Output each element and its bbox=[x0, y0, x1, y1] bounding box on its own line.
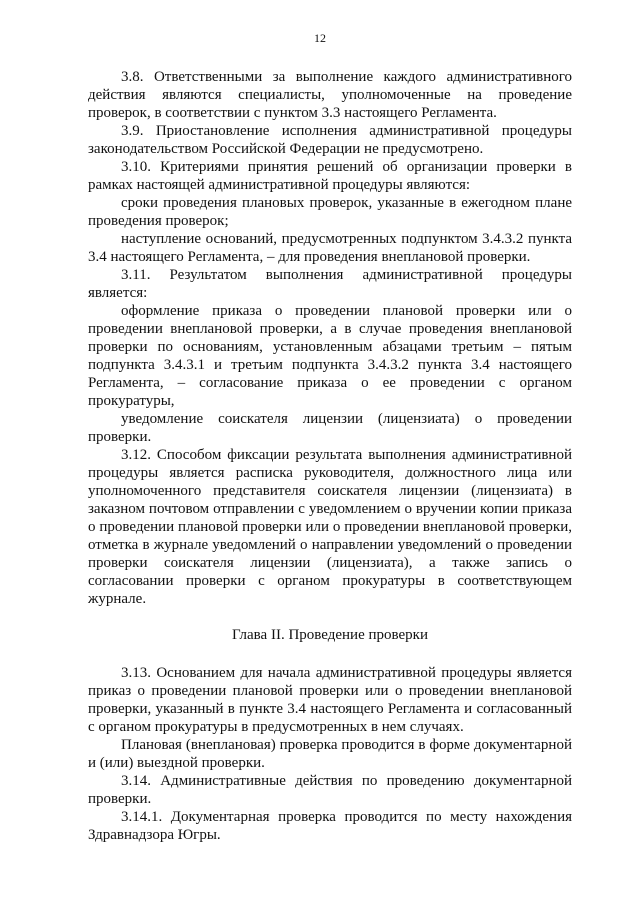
chapter-title: Глава II. Проведение проверки bbox=[231, 627, 428, 643]
paragraph-3-10-item-1: сроки проведения плановых проверок, указанные в ежегодном плане проведения проверок; bbox=[88, 195, 572, 229]
paragraph-3-14-1: 3.14.1. Документарная проверка проводится по месту нахождения Здравнадзора Югры. bbox=[88, 809, 572, 843]
paragraph-3-12: 3.12. Способом фиксации результата выполнения административной процедуры является расписка руководителя, должностного лица или уполномоченного представителя соискателя лицензии (лицензиата) в заказном почтовом отправлении с уведомлением о вручении копии приказа о проведении плановой проверки или о проведении внеплановой проверки, отметка в журнале уведомлений о направлении уведомлений о проведении проверки соискателя лицензии (лицензиата), а также запись о согласовании проверки с органом прокуратуры в соответствующем журнале. bbox=[88, 447, 572, 607]
paragraph-3-14: 3.14. Административные действия по проведению документарной проверки. bbox=[88, 773, 572, 807]
document-body bbox=[88, 68, 572, 844]
paragraph-3-9: 3.9. Приостановление исполнения административной процедуры законодательством Российской Федерации не предусмотрено. bbox=[88, 123, 572, 157]
paragraph-3-8: 3.8. Ответственными за выполнение каждого административного действия являются специалисты, уполномоченные на проведение проверок, в соответствии с пунктом 3.3 настоящего Регламента. bbox=[88, 69, 572, 121]
page-number: 12 bbox=[314, 31, 326, 45]
paragraph-3-10-item-2: наступление оснований, предусмотренных подпунктом 3.4.3.2 пункта 3.4 настоящего Регламента, – для проведения внеплановой проверки. bbox=[88, 231, 572, 265]
paragraph-3-11: 3.11. Результатом выполнения административной процедуры является: bbox=[88, 267, 572, 301]
paragraph-3-13: 3.13. Основанием для начала административной процедуры является приказ о проведении плановой проверки или о проведении внеплановой проверки, указанный в пункте 3.4 настоящего Регламента и согласованный с органом прокуратуры в предусмотренных в нем случаях. bbox=[88, 665, 572, 735]
paragraph-3-13-item-1: Плановая (внеплановая) проверка проводится в форме документарной и (или) выездной проверки. bbox=[88, 737, 572, 771]
paragraph-3-10: 3.10. Критериями принятия решений об организации проверки в рамках настоящей административной процедуры являются: bbox=[88, 159, 572, 193]
paragraph-3-11-item-1: оформление приказа о проведении плановой проверки или о проведении внеплановой проверки, а в случае проведения внеплановой проверки по основаниям, установленным абзацами третьим – пятым подпункта 3.4.3.1 и третьим подпункта 3.4.3.2 пункта 3.4 настоящего Регламента, – согласование приказа о ее проведении с органом прокуратуры, bbox=[88, 303, 572, 409]
paragraph-3-11-item-2: уведомление соискателя лицензии (лицензиата) о проведении проверки. bbox=[88, 411, 572, 445]
